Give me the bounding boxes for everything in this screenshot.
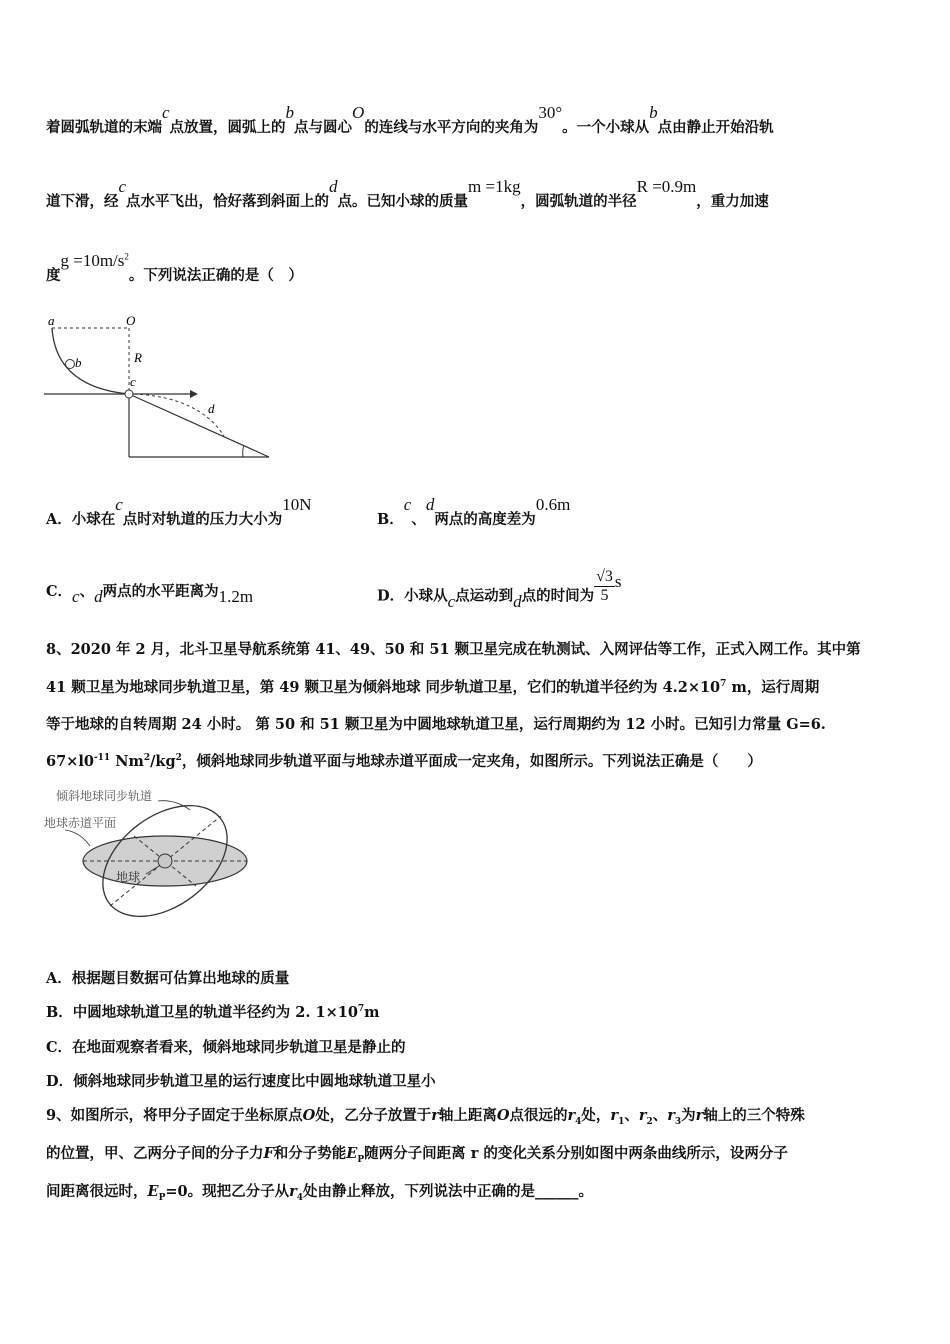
label-a: a — [48, 313, 55, 328]
time-fraction: $\frac{√3}{5}$ — [596, 568, 613, 604]
p7-option-D[interactable]: D．小球从c点运动到d点的时间为 $\frac{√3}{5}$ s — [377, 568, 622, 611]
option-C-value: 1.2m — [218, 587, 254, 606]
var-O: O — [352, 103, 365, 122]
label-b: b — [75, 355, 82, 370]
label-R: R — [134, 350, 142, 365]
p8-option-C[interactable]: C．在地面观察者看来，倾斜地球同步轨道卫星是静止的 — [46, 1039, 406, 1056]
gravity-value: $g =10m/s^2$ — [60, 251, 129, 270]
label-O: O — [126, 313, 136, 328]
angle-value: 30° — [538, 103, 563, 122]
p7-line-2: 道下滑，经c点水平飞出，恰好落到斜面上的d点。已知小球的质量m =1kg，圆弧轨道的半径R =0.9m，重力加速 — [46, 177, 769, 210]
var-b: b — [285, 103, 295, 122]
orbit-figure — [40, 784, 265, 924]
label-equator-plane: 地球赤道平面 — [44, 816, 117, 830]
p8-option-B[interactable]: B．中圆地球轨道卫星的轨道半径约为 2. $1\times 10^7m$ — [46, 1004, 380, 1021]
option-B-value: 0.6m — [535, 495, 571, 514]
p8-line-1: 8、2020 年 2 月，北斗卫星导航系统第 41、49、50 和 51 颗卫星完成在轨测试、入网评估等工作，正式入网工作。其中第 — [46, 641, 861, 658]
var-c: c — [162, 103, 170, 122]
p7-option-A[interactable]: A．小球在c点时对轨道的压力大小为10N — [46, 495, 312, 528]
option-A-value: 10N — [282, 495, 312, 514]
p9-line-2: 的位置，甲、乙两分子间的分子力F和分子势能$E_P$随两分子间距离 r 的变化关系分别如图中两条曲线所示，设两分子 — [46, 1145, 788, 1165]
p9-line-3: 间距离很远时，$E_P=0$。现把乙分子从$r_4$处由静止释放，下列说法中正确的是______。 — [46, 1183, 593, 1203]
p9-line-1: 9、如图所示，将甲分子固定于坐标原点O处，乙分子放置于r轴上距离O点很远的$r_4$处，$r_1$、$r_2$、$r_3$为r轴上的三个特殊 — [46, 1107, 805, 1127]
label-c: c — [130, 374, 136, 389]
p7-option-B[interactable]: B．c、d两点的高度差为0.6m — [377, 495, 571, 528]
p8-line-2: 41 颗卫星为地球同步轨道卫星，第 49 颗卫星为倾斜地球 同步轨道卫星，它们的轨道半径约为 $4.2\times 10^7$ m，运行周期 — [46, 679, 820, 696]
p8-option-A[interactable]: A．根据题目数据可估算出地球的质量 — [46, 970, 290, 987]
arc-track-figure — [44, 312, 276, 464]
label-tilted-orbit: 倾斜地球同步轨道 — [56, 789, 153, 803]
p7-line-1: 着圆弧轨道的末端c点放置，圆弧上的b点与圆心O的连线与水平方向的夹角为30°。一个小球从b点由静止开始沿轨 — [46, 103, 774, 136]
label-d: d — [208, 401, 215, 416]
var-c: c — [118, 177, 127, 196]
label-earth: 地球 — [116, 870, 141, 884]
p7-line-3: 度$g =10m/s^2$。下列说法正确的是（ ） — [46, 251, 303, 284]
p8-line-3: 等于地球的自转周期 24 小时。 第 50 和 51 颗卫星为中圆地球轨道卫星，运行周期约为 12 小时。已知引力常量 G=6. — [46, 716, 826, 733]
p7-option-C[interactable]: C．c、d两点的水平距离为1.2m — [46, 583, 254, 606]
radius-value: R =0.9m — [636, 177, 697, 196]
var-d: d — [329, 177, 338, 196]
p8-option-D[interactable]: D．倾斜地球同步轨道卫星的运行速度比中圆地球轨道卫星小 — [46, 1073, 436, 1090]
p8-line-4: $67\times l0^{-11}$ $Nm^2/kg^2$，倾斜地球同步轨道平面与地球赤道平面成一定夹角，如图所示。下列说法正确是（ ） — [46, 753, 762, 770]
mass-value: m =1kg — [468, 177, 521, 196]
var-b: b — [649, 103, 658, 122]
